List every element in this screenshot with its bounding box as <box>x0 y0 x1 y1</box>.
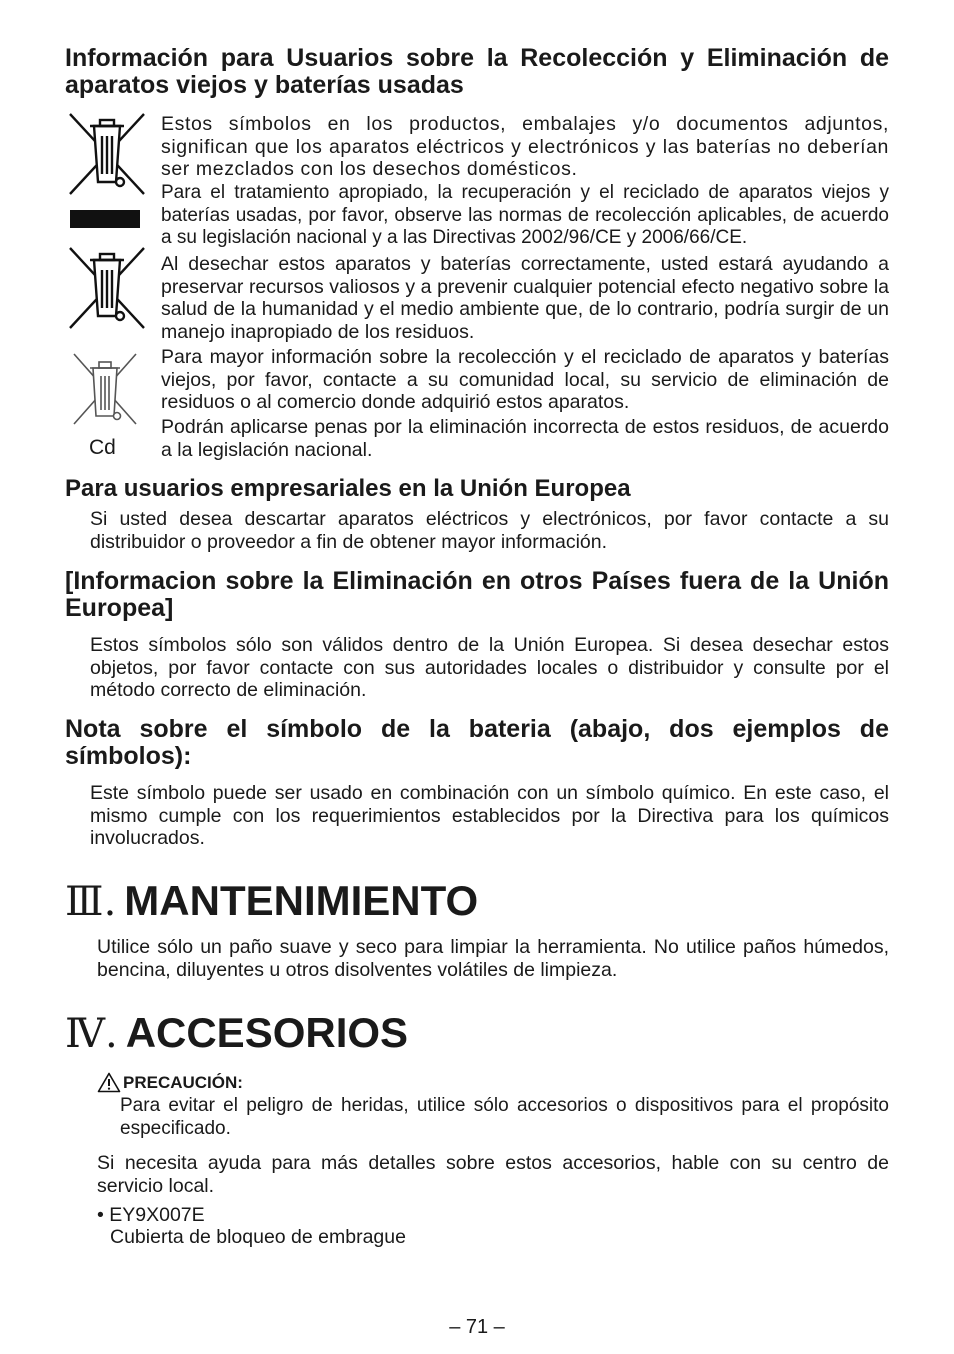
recoleccion-paragraph-1: Estos símbolos en los productos, embalajes y/o documentos adjuntos, significan que los aparatos eléctricos y electrónicos y las baterías no deberían ser mezclados con los desechos domésticos. <box>161 113 889 180</box>
heading-mantenimiento-text: MANTENIMIENTO <box>124 877 479 924</box>
simbolo-bateria-paragraph: Este símbolo puede ser usado en combinación con un símbolo químico. En este caso, el mismo cumple con los requerimientos establecidos por la Directiva para los químicos involucrados. <box>90 782 889 849</box>
mantenimiento-paragraph: Utilice sólo un paño suave y seco para limpiar la herramienta. No utilice paños húmedos, bencina, diluyentes u otros disolventes volátiles de limpieza. <box>97 936 889 981</box>
accessory-item-description: Cubierta de bloqueo de embrague <box>110 1226 406 1248</box>
heading-mantenimiento <box>65 878 478 925</box>
caution-label-text: PRECAUCIÓN: <box>123 1072 243 1092</box>
heading-accesorios-text: ACCESORIOS <box>125 1009 409 1056</box>
crossed-bin-cd-icon <box>70 352 140 432</box>
section-title-recoleccion: Información para Usuarios sobre la Recolección y Eliminación de aparatos viejos y baterías usadas <box>65 44 889 99</box>
black-bar-icon <box>70 210 140 228</box>
otros-paises-paragraph: Estos símbolos sólo son válidos dentro de la Unión Europea. Si desea desechar estos objetos, por favor contacte con sus autoridades locales o distribuidor y consulte por el método correcto de eliminación. <box>90 634 889 701</box>
warning-triangle-icon <box>97 1072 121 1093</box>
recoleccion-paragraph-4: Para mayor información sobre la recolección y el reciclado de aparatos y baterías viejos, por favor, contacte a su comunidad local, su servicio de eliminación de residuos o al comercio donde adquirió estos aparatos. <box>161 346 889 413</box>
page-number: – 71 – <box>449 1316 505 1338</box>
cd-label: Cd <box>89 436 116 459</box>
recoleccion-paragraph-5: Podrán aplicarse penas por la eliminación incorrecta de estos residuos, de acuerdo a la legislación nacional. <box>161 416 889 461</box>
crossed-bin-icon-battery <box>66 246 148 330</box>
crossed-bin-icon <box>66 112 148 196</box>
roman-numeral-3: Ⅲ. <box>65 879 117 925</box>
roman-numeral-4: Ⅳ. <box>65 1011 118 1057</box>
recoleccion-paragraph-2: Para el tratamiento apropiado, la recuperación y el reciclado de aparatos viejos y baterías usadas, por favor, observe las normas de recolección aplicables, de acuerdo a su legislación nacional y a las Directivas 2002/96/CE y 2006/66/CE. <box>161 182 889 248</box>
section-title-simbolo-bateria: Nota sobre el símbolo de la bateria (abajo, dos ejemplos de símbolos): <box>65 715 889 770</box>
heading-accesorios <box>65 1010 408 1057</box>
empresariales-paragraph: Si usted desea descartar aparatos eléctricos y electrónicos, por favor contacte a su distribuidor o proveedor a fin de obtener mayor información. <box>90 508 889 553</box>
section-title-otros-paises: [Informacion sobre la Eliminación en otros Países fuera de la Unión Europea] <box>65 567 889 622</box>
recoleccion-paragraph-3: Al desechar estos aparatos y baterías correctamente, usted estará ayudando a preservar recursos valiosos y a prevenir cualquier potencial efecto negativo sobre la salud de la humanidad y el medio ambiente que, de lo contrario, podría surgir de un manejo inapropiado de los residuos. <box>161 253 889 343</box>
section-title-empresariales: Para usuarios empresariales en la Unión Europea <box>65 475 631 502</box>
accessory-item-code: • EY9X007E <box>97 1204 205 1226</box>
accesorios-paragraph: Si necesita ayuda para más detalles sobre estos accesorios, hable con su centro de servicio local. <box>97 1152 889 1197</box>
caution-label <box>97 1072 243 1093</box>
caution-paragraph: Para evitar el peligro de heridas, utilice sólo accesorios o dispositivos para el propósito especificado. <box>120 1095 889 1139</box>
